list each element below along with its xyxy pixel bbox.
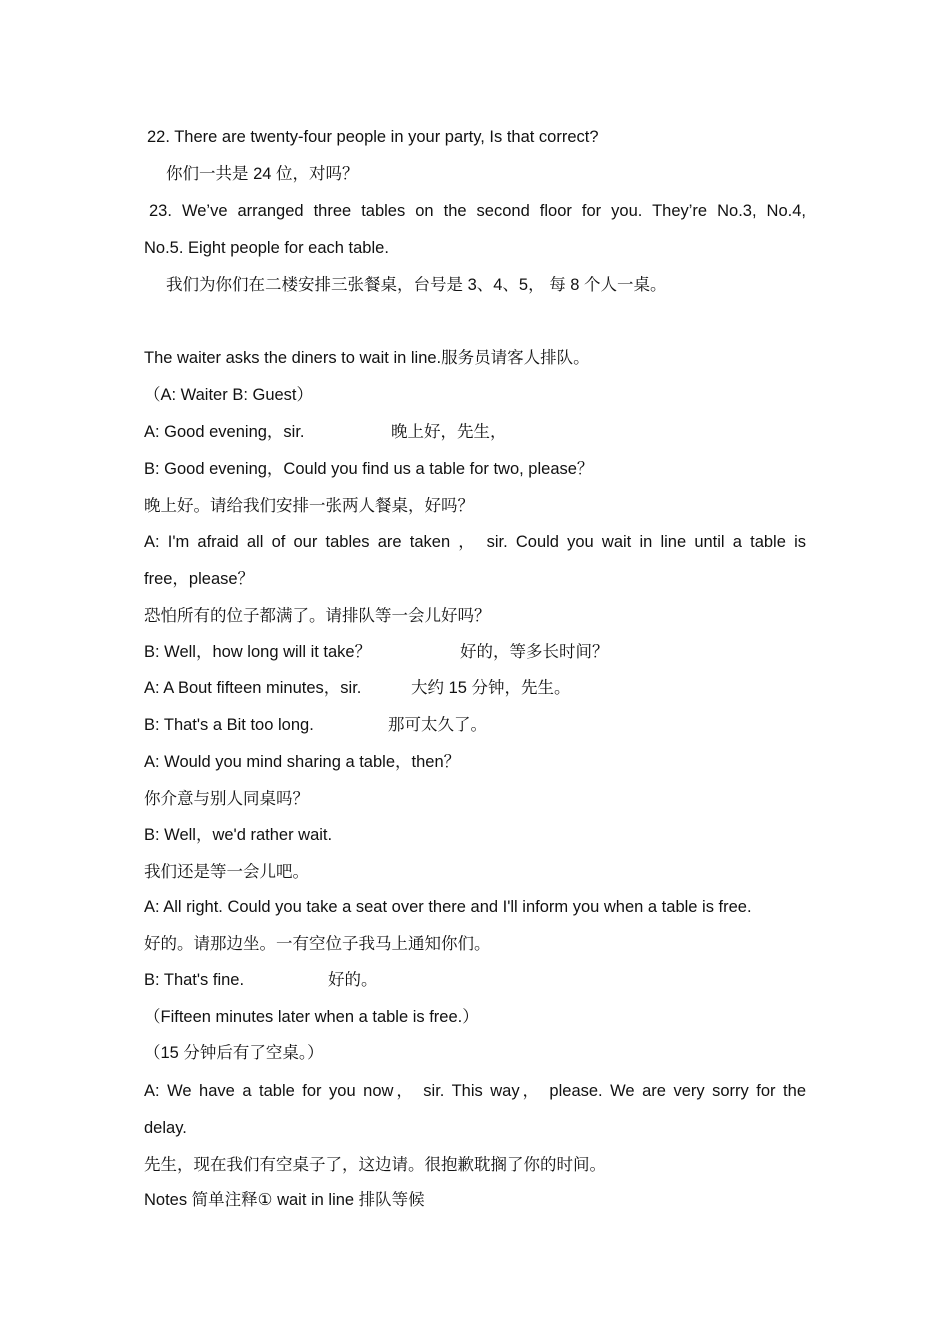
dialogue-chinese: 好的。 [328,971,378,989]
dialogue-translation: 好的。请那边坐。一有空位子我马上通知你们。 [144,935,491,953]
dialogue-line-cont: delay. [144,1119,187,1137]
dialogue-english: A: Good evening，sir. [144,423,305,441]
dialogue-english: B: That's a Bit too long. [144,716,314,734]
dialogue-english: B: Well，how long will it take？ [144,643,372,661]
dialogue-line [144,714,806,736]
numbered-sentence-22: 22. There are twenty-four people in your party, Is that correct? [147,128,599,146]
section-heading: The waiter asks the diners to wait in line.服务员请客人排队。 [144,349,590,367]
dialogue-english: A: A Bout fifteen minutes，sir. [144,679,362,697]
dialogue-line: B: Good evening，Could you find us a table for two, please？ [144,460,594,478]
dialogue-line: A: I'm afraid all of our tables are taken ， sir. Could you wait in line until a table is [144,533,806,551]
dialogue-line: A: We have a table for you now， sir. This way， please. We are very sorry for the [144,1082,806,1100]
dialogue-chinese: 晚上好，先生， [391,423,507,441]
dialogue-line [144,641,806,663]
dialogue-line-cont: free，please？ [144,570,255,588]
translation-22: 你们一共是 24 位，对吗？ [166,165,359,183]
dialogue-line [144,677,806,699]
dialogue-line: B: Well，we'd rather wait. [144,826,333,844]
dialogue-translation: 晚上好。请给我们安排一张两人餐桌，好吗？ [144,497,474,515]
dialogue-line [144,969,806,991]
stage-direction: （Fifteen minutes later when a table is free.） [144,1008,479,1026]
stage-direction-translation: （15 分钟后有了空桌。） [144,1044,324,1062]
dialogue-line [144,421,806,443]
dialogue-translation: 我们还是等一会儿吧。 [144,863,309,881]
dialogue-english: B: That's fine. [144,971,245,989]
dialogue-translation: 恐怕所有的位子都满了。请排队等一会儿好吗？ [144,607,491,625]
dialogue-translation: 先生，现在我们有空桌子了，这边请。很抱歉耽搁了你的时间。 [144,1156,606,1174]
notes-line: Notes 简单注释① wait in line 排队等候 [144,1191,425,1209]
roles-note: （A: Waiter B: Guest） [144,386,314,404]
dialogue-line: A: Would you mind sharing a table，then？ [144,753,461,771]
dialogue-chinese: 好的，等多长时间？ [460,643,609,661]
translation-23: 我们为你们在二楼安排三张餐桌，台号是 3、4、5， 每 8 个人一桌。 [166,276,667,294]
dialogue-chinese: 那可太久了。 [388,716,487,734]
numbered-sentence-23-cont: No.5. Eight people for each table. [144,239,389,257]
dialogue-line: A: All right. Could you take a seat over there and I'll inform you when a table is free. [144,898,752,916]
dialogue-chinese: 大约 15 分钟，先生。 [411,679,571,697]
numbered-sentence-23: 23. We’ve arranged three tables on the second floor for you. They’re No.3, No.4, [149,202,806,220]
dialogue-translation: 你介意与别人同桌吗？ [144,790,309,808]
